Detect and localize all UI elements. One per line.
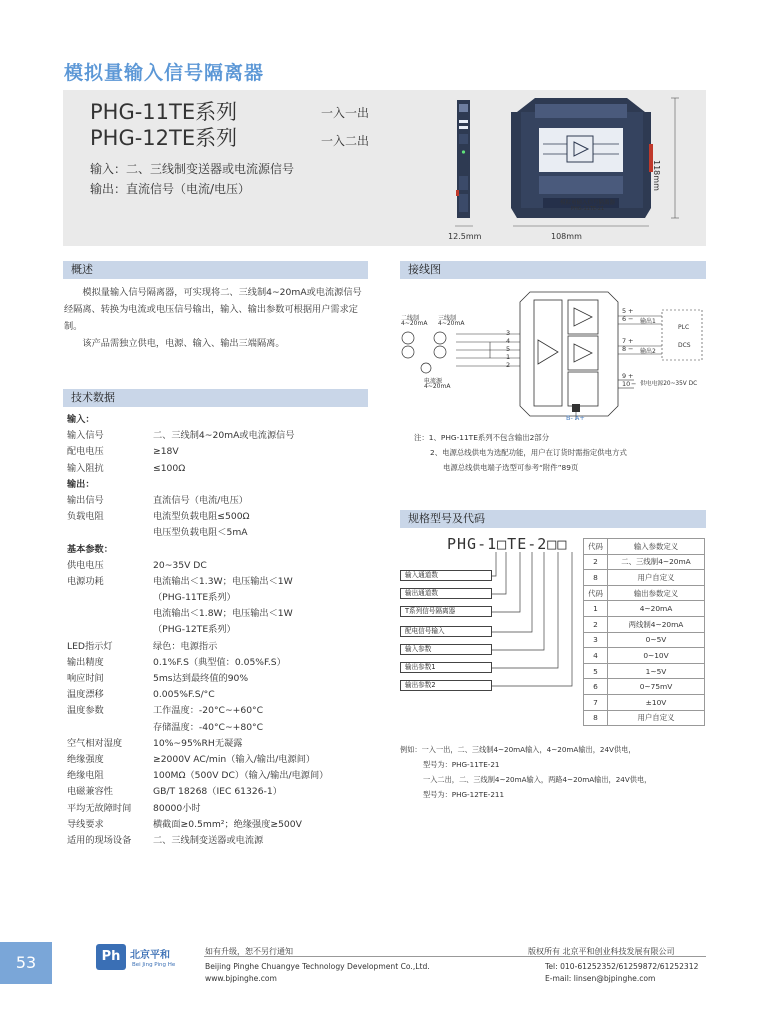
model-code-label: 输出通道数 [400,588,492,599]
tech-spec-list [67,412,372,849]
company-logo-icon: Ph [96,944,126,970]
footer-web-link[interactable]: www.bjpinghe.com [205,974,277,983]
spec-row [67,639,372,655]
spec-row [67,703,372,719]
footer-copyright: 版权所有 北京平和创业科技发展有限公司 [528,947,675,956]
code-cell: 4 [584,648,608,664]
overview-text [64,284,370,352]
example-line-2: 型号为：PHG-11TE-21 [423,760,500,769]
model-code-label: 输出参数2 [400,680,492,691]
wiring-left-t1: 1 [506,353,511,361]
wiring-out2: 输出2 [640,348,656,355]
spec-value: 80000小时 [153,802,201,814]
series-12te: PHG-12TE系列 [90,126,238,150]
definition-cell: ±10V [608,694,705,710]
spec-value: 电流输出＜1.8W；电压输出＜1W [153,608,293,620]
spec-label: 配电电压 [67,446,104,458]
wiring-dcs: DCS [678,342,691,349]
code-cell: 1 [584,601,608,617]
spec-row [67,784,372,800]
spec-row [67,542,372,558]
example-line-1: 例如：一入一出，二、三线制4~20mA输入，4~20mA输出，24V供电， [400,745,636,754]
wiring-three-wire-range: 4~20mA [438,320,465,327]
spec-row [67,606,372,622]
wiring-right-t8: 8 [622,345,627,353]
definition-cell: 0~75mV [608,679,705,695]
spec-row [67,574,372,590]
spec-row [67,461,372,477]
code-table-row [584,539,705,555]
model-code-label: 输入参数 [400,644,492,655]
spec-value: 绿色：电源指示 [153,640,218,652]
spec-label: 输入信号 [67,430,104,442]
wiring-right-t9: 9 [622,372,627,380]
wiring-current-src-range: 4~20mA [424,383,451,390]
code-cell: 7 [584,694,608,710]
wiring-diagram [396,288,706,428]
spec-row [67,801,372,817]
wiring-right-t6: 6 [622,315,627,323]
example-line-4: 型号为：PHG-12TE-211 [423,790,505,799]
footer-notice: 如有升级，恕不另行通知 [205,947,293,956]
spec-value: 电流型负载电阻≤500Ω [153,511,250,523]
code-cell: 8 [584,570,608,586]
spec-value: ≤100Ω [153,462,186,474]
spec-value: ≥18V [153,446,179,458]
product-model: PHG-11TE-21 [571,206,605,212]
footer-web[interactable] [205,974,277,983]
series-11te-tag: 一入一出 [321,106,370,120]
wiring-right-m6: − [628,315,634,323]
wiring-current-src: 电流源 [424,378,443,385]
spec-label: 温度漂移 [67,689,104,701]
spec-row [67,736,372,752]
model-example [400,742,720,802]
definition-cell: 0~10V [608,648,705,664]
wiring-right-t7: 7 [622,337,627,345]
model-code-label: T系列信号隔离器 [400,606,492,617]
spec-value: ≥2000V AC/min（输入/输出/电源间） [153,753,316,765]
wiring-two-wire-range: 4~20mA [401,320,428,327]
spec-label: 绝缘电阻 [67,770,104,782]
footer-tel: Tel: 010-61252352/61259872/61252312 [545,962,699,971]
spec-row [67,817,372,833]
wiring-left-t3: 3 [506,329,511,337]
definition-cell: 两线制4~20mA [608,616,705,632]
note-3: 电源总线供电端子选型可参考“附件”89页 [443,463,579,472]
spec-value: 工作温度：-20°C~+60°C [153,705,264,717]
footer-divider [204,956,706,957]
wiring-two-wire: 二线制 [401,315,420,322]
spec-row [67,622,372,638]
logo-en: Bei Jing Ping He [132,962,176,968]
spec-label: 空气相对湿度 [67,737,123,749]
hero-panel [63,90,706,246]
device-illustration [443,90,706,246]
spec-row [67,687,372,703]
spec-row [67,525,372,541]
wiring-right-m5: + [628,307,634,315]
definition-cell: 用户自定义 [608,570,705,586]
code-table-row [584,616,705,632]
code-table [583,538,705,726]
code-table-row [584,601,705,617]
code-cell: 5 [584,663,608,679]
dim-height: 118mm [652,160,661,191]
code-table-row [584,585,705,601]
wiring-right-m9: + [628,372,634,380]
spec-label: 负载电阻 [67,511,104,523]
page-title: 模拟量输入信号隔离器 [64,62,265,84]
series-11te: PHG-11TE系列 [90,100,238,124]
wiring-right-m7: + [628,337,634,345]
tech-heading: 技术数据 [63,389,368,407]
spec-value: 电流输出＜1.3W；电压输出＜1W [153,575,293,587]
spec-value: 二、三线制变送器或电流源 [153,834,264,846]
spec-row [67,493,372,509]
spec-label: 输出信号 [67,494,104,506]
overview-heading: 概述 [63,261,368,279]
spec-value: （PHG-11TE系列） [153,592,236,604]
spec-row [67,590,372,606]
wiring-right-m10: − [631,380,637,388]
code-cell: 2 [584,554,608,570]
spec-value: GB/T 18268（IEC 61326-1） [153,786,282,798]
page-number: 53 [0,942,52,984]
model-code-label: 输入通道数 [400,570,492,581]
definition-cell: 输入参数定义 [608,539,705,555]
code-table-row [584,663,705,679]
spec-value: 存储温度：-40°C~+80°C [153,721,264,733]
code-cell: 8 [584,710,608,726]
spec-label: 输出： [67,478,95,490]
code-cell: 3 [584,632,608,648]
footer-company-en: Beijing Pinghe Chuangye Technology Development Co.,Ltd. [205,962,430,971]
overview-p1: 模拟量输入信号隔离器，可实现将二、三线制4~20mA或电流源信号经隔离、转换为电流或电压信号输出，输入、输出参数可根据用户需求定制。 [64,287,362,332]
spec-value: 0.1%F.S（典型值：0.05%F.S） [153,656,286,668]
spec-label: 电磁兼容性 [67,786,113,798]
spec-value: 5ms达到最终值的90% [153,673,249,684]
note-2: 2、电源总线供电为选配功能，用户在订货时需指定供电方式 [430,448,627,457]
wiring-left-t5: 5 [506,345,511,353]
model-code-label: 配电信号输入 [400,626,492,637]
spec-value: 横截面≥0.5mm²；绝缘强度≥500V [153,818,302,830]
spec-value: 直流信号（电流/电压） [153,494,248,506]
output-line: 输出：直流信号（电流/电压） [90,182,251,196]
spec-row [67,671,372,687]
spec-label: 供电电压 [67,559,104,571]
logo-cn: 北京平和 [130,950,170,961]
definition-cell: 用户自定义 [608,710,705,726]
spec-row [67,444,372,460]
spec-row [67,412,372,428]
spec-row [67,833,372,849]
code-table-row [584,632,705,648]
overview-p2: 该产品需独立供电，电源、输入、输出三端隔离。 [82,338,285,349]
code-table-row [584,710,705,726]
wiring-left-t2: 2 [506,361,511,369]
code-table-row [584,554,705,570]
wiring-notes [414,430,714,475]
model-code-label: 输出参数1 [400,662,492,673]
spec-row [67,720,372,736]
spec-row [67,509,372,525]
wiring-right-m8: − [628,345,634,353]
spec-row [67,768,372,784]
spec-label: 温度参数 [67,705,104,717]
note-1: 注：1、PHG-11TE系列不包含输出2部分 [414,433,550,442]
model-code: PHG-1□TE-2□□ [447,535,568,553]
spec-value: 100MΩ（500V DC）（输入/输出/电源间） [153,770,329,782]
spec-label: 基本参数： [67,543,113,555]
spec-label: 适用的现场设备 [67,834,132,846]
spec-label: LED指示灯 [67,640,113,652]
wiring-power: 供电电源20~35V DC [640,381,698,387]
spec-label: 平均无故障时间 [67,802,132,814]
code-table-row [584,570,705,586]
definition-cell: 输出参数定义 [608,585,705,601]
wiring-right-t10: 10 [622,380,631,388]
wiring-bus: B- A+ [566,414,585,422]
spec-row [67,752,372,768]
wiring-right-t5: 5 [622,307,627,315]
spec-label: 输入： [67,414,95,425]
footer-email[interactable]: E-mail: linsen@bjpinghe.com [545,974,656,983]
code-table-row [584,648,705,664]
wiring-plc: PLC [678,324,690,331]
product-label: 模拟量输入信号隔离器 [560,200,616,206]
spec-row [67,428,372,444]
input-line: 输入：二、三线制变送器或电流源信号 [90,162,295,176]
spec-value: 10%~95%RH无凝露 [153,737,243,749]
definition-cell: 二、三线制4~20mA [608,554,705,570]
wiring-three-wire: 三线制 [438,315,457,322]
code-cell: 6 [584,679,608,695]
spec-label: 输入阻抗 [67,462,104,474]
wiring-heading: 接线图 [400,261,706,279]
spec-row [67,477,372,493]
code-table-row [584,694,705,710]
spec-label: 响应时间 [67,673,104,684]
spec-label: 绝缘强度 [67,753,104,765]
spec-label: 导线要求 [67,818,104,830]
spec-value: 二、三线制4~20mA或电流源信号 [153,430,295,442]
code-cell: 代码 [584,585,608,601]
spec-value: 20~35V DC [153,559,207,571]
dim-width-front: 108mm [551,232,582,241]
definition-cell: 1~5V [608,663,705,679]
wiring-left-t4: 4 [506,337,511,345]
spec-value: 0.005%F.S/°C [153,689,215,701]
definition-cell: 0~5V [608,632,705,648]
spec-row [67,558,372,574]
series-12te-tag: 一入二出 [321,134,370,148]
code-cell: 代码 [584,539,608,555]
example-line-3: 一入二出，二、三线制4~20mA输入，两路4~20mA输出，24V供电， [423,775,652,784]
code-table-row [584,679,705,695]
code-cell: 2 [584,616,608,632]
spec-value: 电压型负载电阻＜5mA [153,527,248,539]
spec-row [67,655,372,671]
spec-value: （PHG-12TE系列） [153,624,236,636]
spec-label: 输出精度 [67,656,104,668]
definition-cell: 4~20mA [608,601,705,617]
wiring-out1: 输出1 [640,318,656,325]
model-heading: 规格型号及代码 [400,510,706,528]
dim-width-side: 12.5mm [448,232,482,241]
spec-label: 电源功耗 [67,575,104,587]
